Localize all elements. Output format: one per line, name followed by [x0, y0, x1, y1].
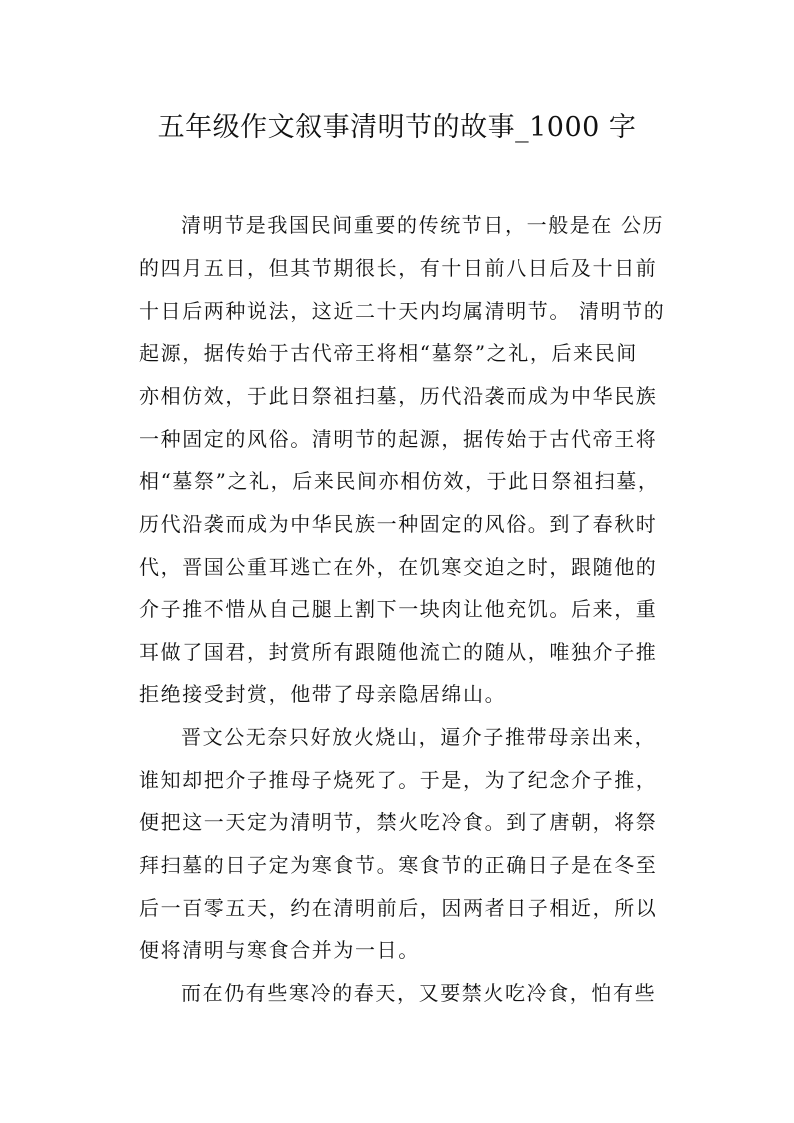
paragraph-line: 拜扫墓的日子定为寒食节。寒食节的正确日子是在冬至: [139, 853, 658, 877]
paragraph-line: 相“墓祭”之礼，后来民间亦相仿效，于此日祭祖扫墓，: [139, 469, 660, 493]
paragraph-line: 便将清明与寒食合并为一日。: [139, 938, 420, 962]
paragraph-line: 晋文公无奈只好放火烧山，逼介子推带母亲出来，: [181, 725, 657, 749]
paragraph-line: 亦相仿效，于此日祭祖扫墓，历代沿袭而成为中华民族: [139, 384, 658, 408]
paragraph-line: 谁知却把介子推母子烧死了。于是，为了纪念介子推，: [139, 768, 658, 792]
paragraph-line: 清明节是我国民间重要的传统节日，一般是在 公历: [181, 213, 665, 237]
paragraph-line: 拒绝接受封赏，他带了母亲隐居绵山。: [139, 682, 507, 706]
paragraph-line: 代，晋国公重耳逃亡在外，在饥寒交迫之时，跟随他的: [139, 555, 658, 579]
paragraph-line: 便把这一天定为清明节，禁火吃冷食。到了唐朝，将祭: [139, 810, 658, 834]
paragraph-line: 后一百零五天，约在清明前后，因两者日子相近，所以: [139, 896, 658, 920]
paragraph-line: 历代沿袭而成为中华民族一种固定的风俗。到了春秋时: [139, 512, 658, 536]
paragraph-line: 一种固定的风俗。清明节的起源，据传始于古代帝王将: [139, 427, 658, 451]
paragraph-line: 而在仍有些寒冷的春天，又要禁火吃冷食，怕有些: [181, 981, 657, 1005]
paragraph-line: 介子推不惜从自己腿上割下一块肉让他充饥。后来，重: [139, 597, 658, 621]
paragraph-line: 十日后两种说法，这近二十天内均属清明节。 清明节的: [139, 299, 666, 323]
paragraph-line: 起源，据传始于古代帝王将相“墓祭”之礼，后来民间: [139, 341, 638, 365]
paragraph-line: 的四月五日，但其节期很长，有十日前八日后及十日前: [139, 256, 658, 280]
paragraph-line: 耳做了国君，封赏所有跟随他流亡的随从，唯独介子推: [139, 640, 658, 664]
document-title: 五年级作文叙事清明节的故事_1000 字: [157, 112, 637, 143]
